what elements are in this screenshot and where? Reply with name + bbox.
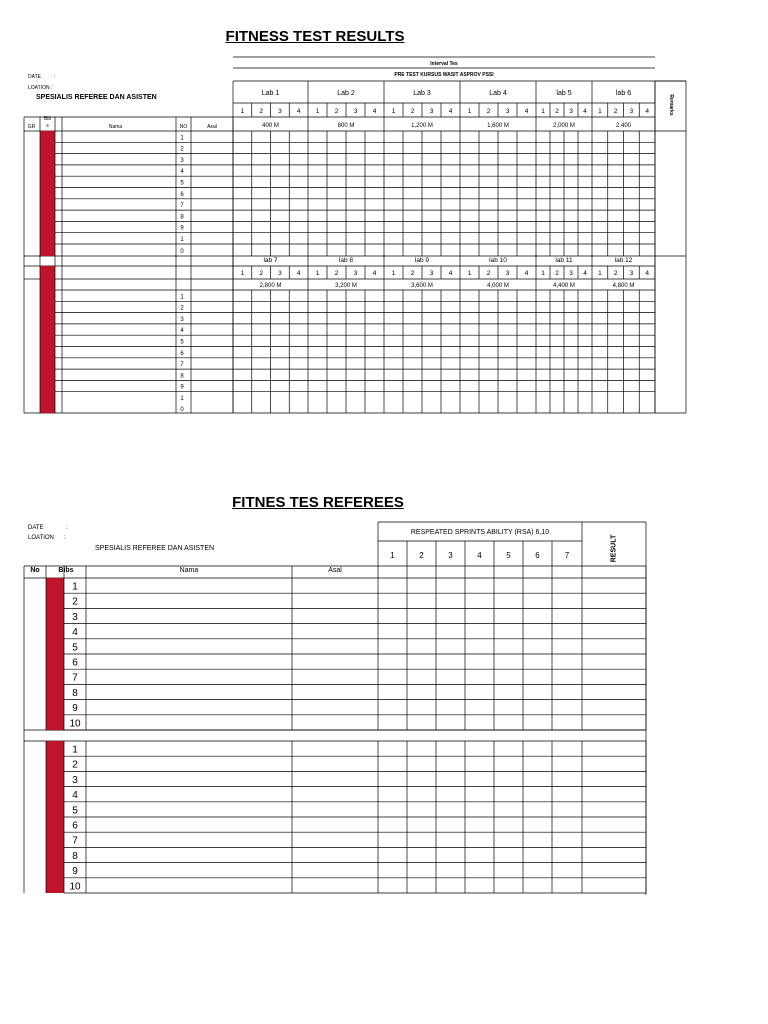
sheet2-subtitle: SPESIALIS REFEREE DAN ASISTEN (95, 545, 215, 552)
remarks-label: Remarks (668, 94, 674, 116)
lap-sub-number: 1 (467, 108, 472, 115)
lap-sub-number: 4 (583, 108, 587, 115)
lap-bottom-distance: 2,800 M (259, 283, 282, 289)
lap-sub-number-lower: 2 (555, 270, 559, 277)
lap-sub-number: 3 (505, 108, 510, 115)
row-number: 1 (180, 135, 184, 142)
s2-bibs-red-lower (46, 741, 64, 893)
lap-sub-number-lower: 1 (315, 270, 320, 277)
lap-sub-number: 3 (629, 108, 634, 115)
row-number: 6 (180, 191, 184, 198)
lap-sub-number-lower: 3 (629, 270, 634, 277)
sheet1-location-label: LOATION : (28, 85, 53, 91)
sheet1-date-label: DATE (28, 74, 41, 80)
lap-bottom-label: lab 7 (263, 257, 278, 264)
row-number: 1 (180, 237, 184, 243)
lap-sub-number-lower: 1 (391, 270, 396, 277)
lap-top-label: Lab 1 (261, 90, 280, 97)
s2-row-number: 9 (72, 703, 78, 715)
lap-sub-number-lower: 3 (429, 270, 434, 277)
col-bibs-header-2: s (46, 123, 49, 129)
sheet2-location-label: LOATION (28, 535, 54, 541)
lap-top-label: Lab 2 (337, 90, 355, 97)
lap-sub-number: 4 (448, 108, 453, 115)
lap-bottom-distance: 3,200 M (335, 283, 357, 289)
s2-col-no-header: No (30, 567, 40, 574)
lap-sub-number-lower: 3 (569, 270, 573, 277)
col-nama-header: Nama (108, 124, 123, 130)
lap-sub-number-lower: 4 (583, 270, 587, 277)
row-number: 9 (180, 225, 184, 232)
lap-sub-number-lower: 2 (613, 270, 618, 277)
s2-row-number-lower: 8 (72, 850, 78, 862)
lap-sub-number: 2 (410, 108, 415, 115)
row-number-lower: 1 (180, 396, 184, 402)
sheet2-date-colon: : (66, 525, 68, 531)
row-number-lower: 2 (180, 305, 184, 312)
s2-row-number: 7 (72, 672, 78, 684)
lap-bottom-label: lab 8 (338, 257, 354, 264)
lap-sub-number-lower: 2 (410, 270, 415, 277)
lap-bottom-label: lab 12 (614, 257, 633, 264)
row-number-lower: 8 (180, 373, 184, 380)
lap-top-distance: 2,000 M (553, 123, 575, 129)
row-number: 3 (180, 157, 184, 164)
row-number: 5 (180, 180, 184, 187)
rsa-number: 4 (477, 551, 482, 560)
lap-top-distance: 1,600 M (487, 123, 509, 129)
lap-sub-number: 2 (613, 108, 618, 115)
lap-top-label: lab 6 (615, 90, 632, 97)
s2-row-number-lower: 9 (72, 866, 78, 878)
row-number: 4 (180, 169, 184, 176)
lap-sub-number: 1 (240, 108, 245, 115)
row-number-lower: 4 (180, 328, 184, 335)
lap-sub-number: 1 (598, 108, 602, 115)
s2-row-number: 8 (72, 687, 78, 699)
lap-sub-number: 1 (541, 108, 545, 115)
pretest-label: PRE TEST KURSUS WASIT ASPROV PSSI (394, 72, 494, 78)
row-number-lower: 9 (180, 384, 184, 391)
s2-row-number-lower: 1 (72, 744, 78, 756)
lap-sub-number-lower: 4 (372, 270, 377, 277)
lap-sub-number-lower: 4 (448, 270, 453, 277)
lap-bottom-distance: 3,600 M (411, 283, 433, 289)
sheet2-title: FITNES TES REFEREES (232, 494, 404, 511)
s2-row-number: 2 (72, 596, 78, 608)
s2-col-bibs-header: Bibs (58, 567, 74, 574)
sheet2-location-colon: : (64, 535, 66, 541)
lap-top-distance: 400 M (262, 123, 279, 129)
lap-sub-number-lower: 1 (240, 270, 245, 277)
lap-bottom-distance: 4,800 M (612, 283, 635, 289)
s2-row-number-lower: 4 (72, 790, 78, 802)
col-gr-header: GR (27, 124, 36, 130)
lap-sub-number-lower: 1 (541, 270, 545, 277)
lap-sub-number: 3 (569, 108, 573, 115)
lap-sub-number: 1 (315, 108, 320, 115)
lap-sub-number-lower: 1 (467, 270, 472, 277)
s2-row-number: 3 (72, 611, 78, 623)
bibs-red-cell-lower (40, 266, 55, 413)
lap-sub-number-lower: 2 (486, 270, 491, 277)
rsa-number: 2 (419, 551, 424, 560)
row-number-lower: 3 (180, 316, 184, 323)
lap-sub-number: 3 (429, 108, 434, 115)
lap-top-label: Lab 3 (413, 90, 431, 97)
lap-sub-number: 2 (334, 108, 339, 115)
rsa-number: 1 (390, 551, 395, 560)
lap-sub-number-lower: 1 (598, 270, 602, 277)
row-number-lower: 7 (180, 362, 184, 369)
s2-row-number: 5 (72, 642, 78, 654)
lap-sub-number: 4 (296, 108, 301, 115)
lap-top-distance: 2.400 (615, 123, 632, 129)
col-no-header: NO (179, 124, 188, 130)
lap-sub-number-lower: 3 (505, 270, 510, 277)
lap-top-distance: 1,200 M (411, 123, 433, 129)
lap-sub-number: 3 (278, 108, 282, 115)
lap-sub-number: 4 (645, 108, 649, 115)
lap-sub-number: 2 (555, 108, 559, 115)
s2-row-number-lower: 7 (72, 835, 78, 847)
bibs-red-cell-upper (40, 131, 55, 256)
rsa-number: 5 (506, 551, 511, 560)
s2-row-number: 4 (72, 627, 78, 639)
lap-sub-number: 3 (353, 108, 358, 115)
lap-sub-number: 4 (372, 108, 377, 115)
rsa-number: 7 (564, 551, 570, 560)
interval-label: Interval Tes (430, 61, 458, 67)
lap-sub-number-lower: 4 (524, 270, 529, 277)
rsa-number: 6 (535, 551, 540, 560)
s2-row-number: 1 (72, 581, 78, 593)
lap-sub-number-lower: 2 (334, 270, 339, 277)
row-number-lower: 6 (180, 350, 184, 357)
s2-row-number-lower: 3 (72, 774, 78, 786)
col-asal-header: Asal (207, 124, 217, 130)
rsa-label: RESPEATED SPRINTS ABILITY (RSA) 6,10 (410, 529, 550, 536)
rsa-number: 3 (448, 551, 453, 560)
lap-top-distance: 800 M (337, 123, 355, 129)
sheet1-subtitle: SPESIALIS REFEREE DAN ASISTEN (36, 94, 157, 101)
row-number: 8 (180, 214, 184, 221)
s2-bibs-red-upper (46, 578, 64, 730)
lap-sub-number: 2 (259, 108, 263, 115)
lap-bottom-label: lab 9 (414, 257, 430, 264)
lap-sub-number-lower: 3 (278, 270, 282, 277)
lap-sub-number: 4 (524, 108, 529, 115)
lap-sub-number: 2 (486, 108, 491, 115)
lap-top-label: lab 5 (556, 90, 572, 97)
lap-sub-number-lower: 3 (353, 270, 358, 277)
sheet1-date-colon: : (54, 74, 56, 80)
lap-sub-number-lower: 4 (296, 270, 301, 277)
s2-row-number-lower: 5 (72, 805, 78, 817)
s2-row-number: 6 (72, 657, 78, 669)
sheet2-date-label: DATE (28, 525, 44, 531)
lap-sub-number-lower: 2 (259, 270, 263, 277)
row-number: 7 (180, 203, 184, 210)
s2-col-nama-header: Nama (179, 567, 199, 574)
lap-sub-number-lower: 4 (645, 270, 649, 277)
lap-sub-number: 1 (391, 108, 396, 115)
lap-bottom-label: lab 11 (555, 257, 573, 264)
lap-top-label: Lab 4 (489, 90, 507, 97)
row-number-lower: 5 (180, 339, 184, 346)
result-label: RESULT (610, 534, 618, 563)
row-number: 2 (180, 146, 184, 153)
s2-row-number-lower: 10 (69, 881, 81, 893)
s2-row-number-lower: 2 (72, 759, 78, 771)
col-bibs-header-1: Bib (43, 116, 52, 122)
s2-row-number-lower: 6 (72, 820, 78, 832)
row-number-lower: 1 (180, 294, 184, 301)
lap-bottom-label: lab 10 (489, 257, 507, 264)
s2-row-number: 10 (69, 718, 81, 730)
sheet1-title: FITNESS TEST RESULTS (225, 28, 405, 45)
s2-col-asal-header: Asal (328, 567, 342, 574)
row-number-lower: 0 (180, 407, 184, 413)
lap-bottom-distance: 4,000 M (487, 283, 509, 289)
lap-bottom-distance: 4,400 M (553, 283, 575, 289)
row-number: 0 (180, 249, 184, 255)
